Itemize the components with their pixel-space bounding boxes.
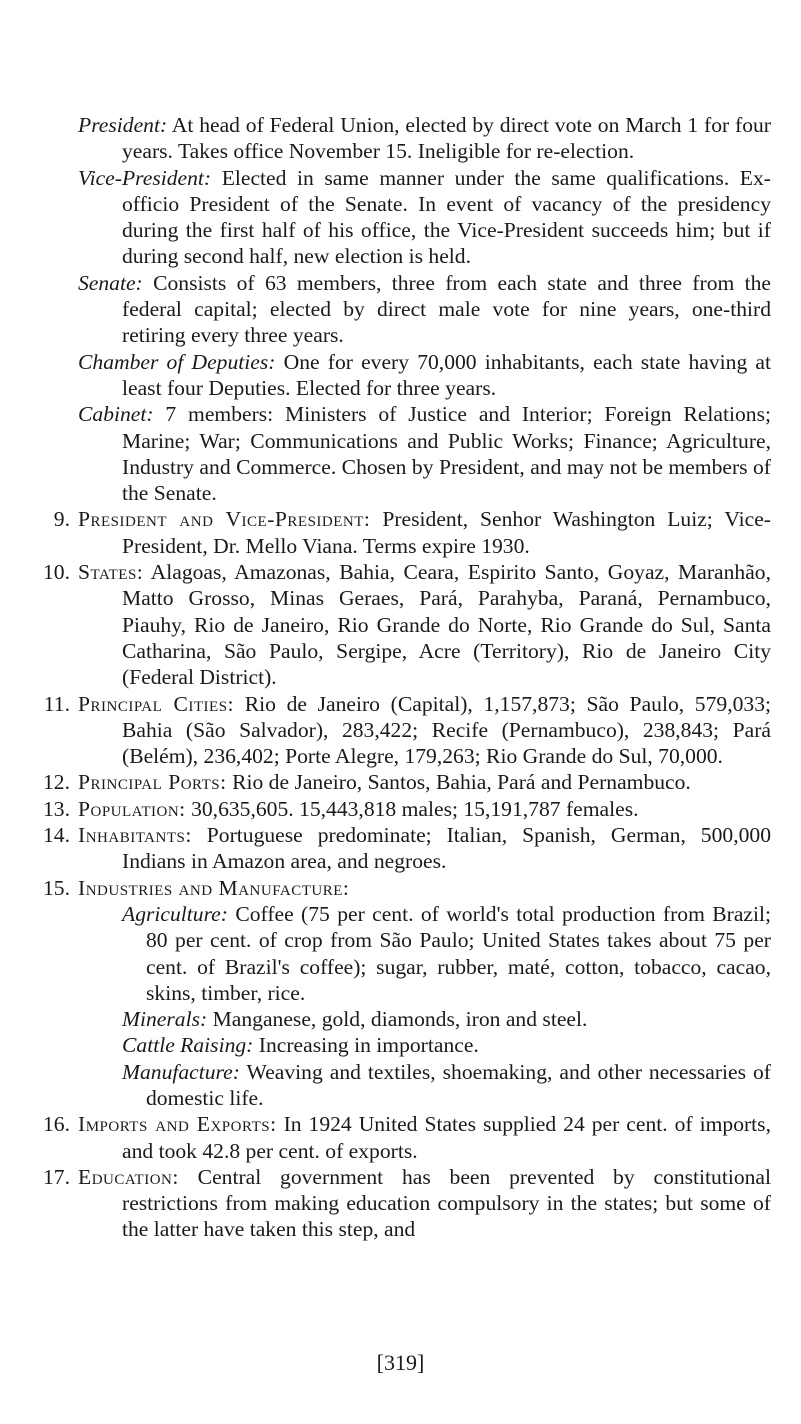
item-text: 30,635,605. 15,443,818 males; 15,191,787 females. bbox=[191, 796, 639, 821]
item-number: 9. bbox=[53, 507, 70, 532]
item-heading: Principal Ports: bbox=[78, 770, 227, 795]
gov-vice-president bbox=[78, 165, 771, 270]
gov-president bbox=[78, 112, 771, 165]
gov-label: Chamber of Deputies: bbox=[78, 349, 276, 374]
item-text: In 1924 United States supplied 24 per cent. of imports, and took 42.8 per cent. of exports. bbox=[122, 1112, 771, 1163]
item-15 bbox=[43, 875, 771, 901]
item-heading: President and Vice-President: bbox=[78, 507, 371, 532]
item-number: 11. bbox=[43, 691, 70, 716]
item-14 bbox=[43, 822, 771, 875]
gov-text: One for every 70,000 inhabitants, each state having at least four Deputies. Elected for three years. bbox=[122, 349, 772, 400]
industry-cattle bbox=[122, 1032, 771, 1058]
industry-text: Manganese, gold, diamonds, iron and steel. bbox=[212, 1007, 588, 1032]
gov-label: Cabinet: bbox=[78, 402, 154, 427]
item-heading: States: bbox=[78, 560, 144, 585]
gov-label: President: bbox=[78, 113, 168, 137]
item-number: 13. bbox=[43, 796, 70, 821]
industry-text: Weaving and textiles, shoemaking, and other necessaries of domestic life. bbox=[146, 1059, 771, 1110]
item-number: 16. bbox=[43, 1112, 70, 1137]
item-number: 12. bbox=[43, 770, 70, 795]
item-number: 17. bbox=[43, 1164, 70, 1189]
gov-text: Elected in same manner under the same qualifications. Ex-officio President of the Senate. In event of vacancy of the presidency during the first half of his office, the Vice-President succeeds him; but if during second half, new election is held. bbox=[122, 165, 771, 269]
item-16 bbox=[43, 1111, 771, 1164]
gov-text: Consists of 63 members, three from each state and three from the federal capital; elected by direct male vote for nine years, one-third retiring every three years. bbox=[122, 270, 771, 348]
item-heading: Population: bbox=[78, 796, 186, 821]
item-heading: Education: bbox=[78, 1164, 179, 1189]
industry-label: Cattle Raising: bbox=[122, 1033, 254, 1058]
gov-chamber bbox=[78, 349, 771, 402]
industry-label: Agriculture: bbox=[122, 901, 228, 926]
item-heading: Principal Cities: bbox=[78, 691, 235, 716]
gov-text: 7 members: Ministers of Justice and Interior; Foreign Relations; Marine; War; Communications and Public Works; Finance; Agriculture, Industry and Commerce. Chosen by President, and may not be members of the Senate. bbox=[122, 402, 771, 506]
item-heading: Imports and Exports: bbox=[78, 1112, 277, 1137]
item-number: 10. bbox=[43, 560, 70, 585]
item-12 bbox=[43, 769, 771, 795]
industry-manufacture bbox=[122, 1059, 771, 1112]
item-text: Rio de Janeiro (Capital), 1,157,873; São Paulo, 579,033; Bahia (São Salvador), 283,422; Recife (Pernambuco), 238,843; Pará (Belém), 236,402; Porte Alegre, 179,263; Rio Grande do Sul, 70,000. bbox=[122, 691, 771, 769]
item-number: 14. bbox=[43, 823, 70, 848]
gov-text: At head of Federal Union, elected by direct vote on March 1 for four years. Takes office November 15. Ineligible for re-election. bbox=[122, 113, 771, 164]
page-number: [319] bbox=[376, 1350, 425, 1375]
gov-senate bbox=[78, 270, 771, 349]
item-text: Portuguese predominate; Italian, Spanish, German, 500,000 Indians in Amazon area, and negroes. bbox=[122, 823, 771, 874]
item-11 bbox=[43, 691, 771, 770]
item-text: Central government has been prevented by constitutional restrictions from making education compulsory in the states; but some of the latter have taken this step, and bbox=[122, 1164, 771, 1242]
industry-label: Minerals: bbox=[122, 1007, 208, 1032]
industry-label: Manufacture: bbox=[122, 1059, 240, 1084]
item-heading: Inhabitants: bbox=[78, 823, 192, 848]
item-9 bbox=[53, 506, 771, 559]
item-17 bbox=[43, 1164, 771, 1243]
item-10 bbox=[43, 559, 771, 690]
item-text: Rio de Janeiro, Santos, Bahia, Pará and Pernambuco. bbox=[232, 770, 691, 795]
item-number: 15. bbox=[43, 875, 70, 900]
item-text: President, Senhor Washington Luiz; Vice-President, Dr. Mello Viana. Terms expire 1930. bbox=[122, 507, 771, 558]
industry-minerals bbox=[122, 1006, 771, 1032]
gov-label: Senate: bbox=[78, 270, 143, 295]
gov-cabinet bbox=[78, 401, 771, 506]
industry-text: Increasing in importance. bbox=[258, 1033, 479, 1058]
item-heading: Industries and Manufacture: bbox=[78, 875, 350, 900]
item-text: Alagoas, Amazonas, Bahia, Ceara, Espirito Santo, Goyaz, Maranhão, Matto Grosso, Minas Geraes, Pará, Parahyba, Paraná, Pernambuco, Piauhy, Rio de Janeiro, Rio Grande do Norte, Rio Grande do Sul, Santa Catharina, São Paulo, Sergipe, Acre (Territory), Rio de Janeiro City (Federal District). bbox=[122, 560, 771, 690]
industry-text: Coffee (75 per cent. of world's total production from Brazil; 80 per cent. of crop from São Paulo; United States takes about 75 per cent. of Brazil's coffee); sugar, rubber, maté, cotton, tobacco, cacao, skins, timber, rice. bbox=[146, 901, 772, 1005]
industry-agriculture bbox=[122, 901, 771, 1006]
gov-label: Vice-President: bbox=[78, 165, 212, 190]
item-13 bbox=[43, 796, 771, 822]
